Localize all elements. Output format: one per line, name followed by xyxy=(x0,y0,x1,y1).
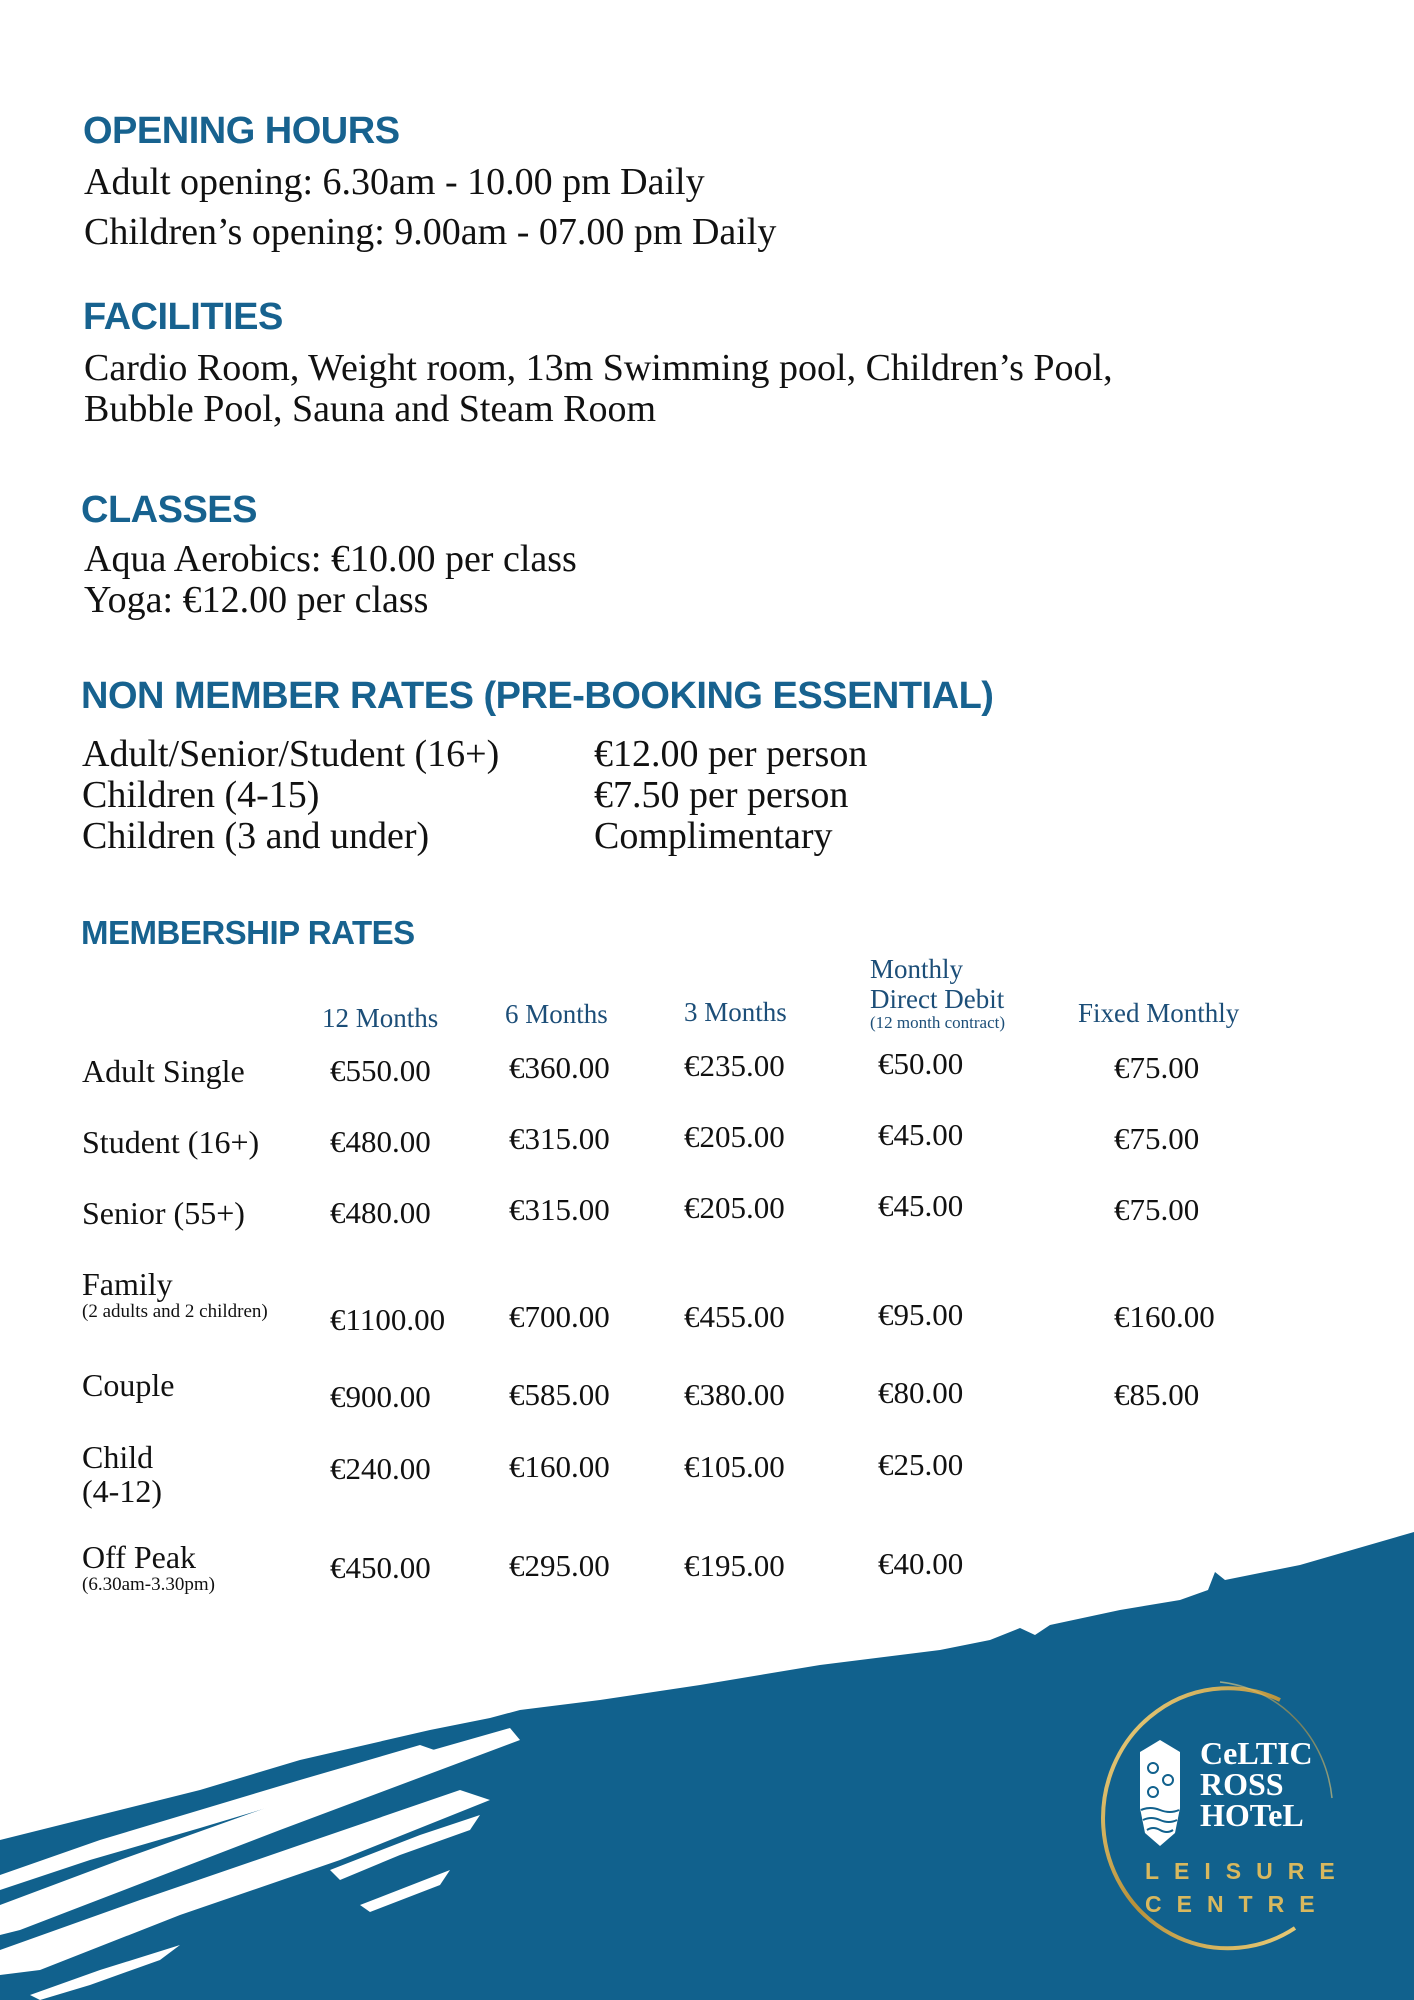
row-label-subtext: (4-12) xyxy=(82,1473,162,1509)
row-label xyxy=(82,1054,245,1088)
row-label-text: Couple xyxy=(82,1367,175,1403)
logo-line-2: ROSS xyxy=(1200,1766,1284,1802)
price-3-months: €205.00 xyxy=(684,1119,785,1154)
non-member-price: €12.00 per person xyxy=(594,733,868,775)
price-direct-debit: €50.00 xyxy=(878,1046,964,1081)
facilities-heading: FACILITIES xyxy=(83,296,283,338)
price-6-months: €160.00 xyxy=(509,1449,610,1484)
row-label xyxy=(82,1440,162,1508)
membership-rates-heading: MEMBERSHIP RATES xyxy=(81,914,415,951)
price-12-months: €480.00 xyxy=(330,1195,431,1230)
price-3-months: €195.00 xyxy=(684,1548,785,1583)
logo-hotel-name xyxy=(1200,1735,1313,1833)
non-member-label: Children (4-15) xyxy=(82,774,320,816)
adult-opening-hours: Adult opening: 6.30am - 10.00 pm Daily xyxy=(84,161,705,203)
price-direct-debit: €40.00 xyxy=(878,1546,964,1581)
non-member-price: €7.50 per person xyxy=(594,774,849,816)
dd-header-line-1: Monthly xyxy=(870,954,964,984)
row-label xyxy=(82,1196,245,1230)
celtic-ross-logo xyxy=(1070,1678,1350,1958)
price-12-months: €900.00 xyxy=(330,1379,431,1414)
price-fixed-monthly: €75.00 xyxy=(1114,1121,1200,1156)
price-direct-debit: €45.00 xyxy=(878,1188,964,1223)
row-label-subtext: (2 adults and 2 children) xyxy=(82,1301,268,1322)
facilities-line-2: Bubble Pool, Sauna and Steam Room xyxy=(84,388,657,430)
price-12-months: €480.00 xyxy=(330,1124,431,1159)
price-direct-debit: €80.00 xyxy=(878,1375,964,1410)
column-header-12-months: 12 Months xyxy=(322,1003,439,1033)
class-yoga: Yoga: €12.00 per class xyxy=(84,579,429,621)
row-label xyxy=(82,1267,268,1323)
row-label xyxy=(82,1125,259,1159)
logo-line-3: HOTeL xyxy=(1200,1797,1304,1833)
row-label-text: Family xyxy=(82,1266,173,1302)
price-6-months: €295.00 xyxy=(509,1548,610,1583)
lighthouse-icon xyxy=(1135,1738,1185,1848)
logo-leisure: LEISURE xyxy=(1145,1858,1350,1884)
price-fixed-monthly: €160.00 xyxy=(1114,1299,1215,1334)
price-3-months: €235.00 xyxy=(684,1048,785,1083)
price-fixed-monthly: €75.00 xyxy=(1114,1050,1200,1085)
logo-line-1: CeLTIC xyxy=(1200,1735,1313,1771)
dd-header-note: (12 month contract) xyxy=(870,1013,1006,1032)
row-label-text: Student (16+) xyxy=(82,1124,260,1160)
price-12-months: €550.00 xyxy=(330,1053,431,1088)
row-label-text: Adult Single xyxy=(82,1053,245,1089)
row-label-subtext: (6.30am-3.30pm) xyxy=(82,1574,215,1595)
row-label xyxy=(82,1368,174,1402)
column-header-direct-debit xyxy=(870,954,1005,1032)
row-label-text: Off Peak xyxy=(82,1539,197,1575)
price-3-months: €205.00 xyxy=(684,1190,785,1225)
classes-heading: CLASSES xyxy=(81,489,257,531)
opening-hours-heading: OPENING HOURS xyxy=(83,110,400,152)
price-3-months: €455.00 xyxy=(684,1299,785,1334)
price-6-months: €585.00 xyxy=(509,1377,610,1412)
children-opening-hours: Children’s opening: 9.00am - 07.00 pm Daily xyxy=(84,211,777,253)
row-label-text: Senior (55+) xyxy=(82,1195,245,1231)
logo-centre: CENTRE xyxy=(1145,1891,1330,1917)
price-direct-debit: €45.00 xyxy=(878,1117,964,1152)
non-member-price: Complimentary xyxy=(594,815,833,857)
price-fixed-monthly: €75.00 xyxy=(1114,1192,1200,1227)
price-fixed-monthly: €85.00 xyxy=(1114,1377,1200,1412)
price-3-months: €105.00 xyxy=(684,1449,785,1484)
facilities-line-1: Cardio Room, Weight room, 13m Swimming pool, Children’s Pool, xyxy=(84,347,1113,389)
row-label-text: Child xyxy=(82,1439,154,1475)
non-member-label: Adult/Senior/Student (16+) xyxy=(82,733,500,775)
price-6-months: €360.00 xyxy=(509,1050,610,1085)
price-3-months: €380.00 xyxy=(684,1377,785,1412)
column-header-fixed-monthly: Fixed Monthly xyxy=(1078,998,1240,1028)
price-12-months: €1100.00 xyxy=(330,1302,446,1337)
dd-header-line-2: Direct Debit xyxy=(870,984,1005,1014)
price-direct-debit: €25.00 xyxy=(878,1447,964,1482)
price-6-months: €315.00 xyxy=(509,1121,610,1156)
price-6-months: €315.00 xyxy=(509,1192,610,1227)
price-12-months: €450.00 xyxy=(330,1550,431,1585)
price-6-months: €700.00 xyxy=(509,1299,610,1334)
price-12-months: €240.00 xyxy=(330,1451,431,1486)
class-aqua-aerobics: Aqua Aerobics: €10.00 per class xyxy=(84,538,577,580)
non-member-label: Children (3 and under) xyxy=(82,815,430,857)
non-member-rates-heading: NON MEMBER RATES (PRE-BOOKING ESSENTIAL) xyxy=(81,675,994,717)
row-label xyxy=(82,1540,215,1596)
column-header-3-months: 3 Months xyxy=(684,997,787,1027)
price-direct-debit: €95.00 xyxy=(878,1297,964,1332)
column-header-6-months: 6 Months xyxy=(505,999,608,1029)
